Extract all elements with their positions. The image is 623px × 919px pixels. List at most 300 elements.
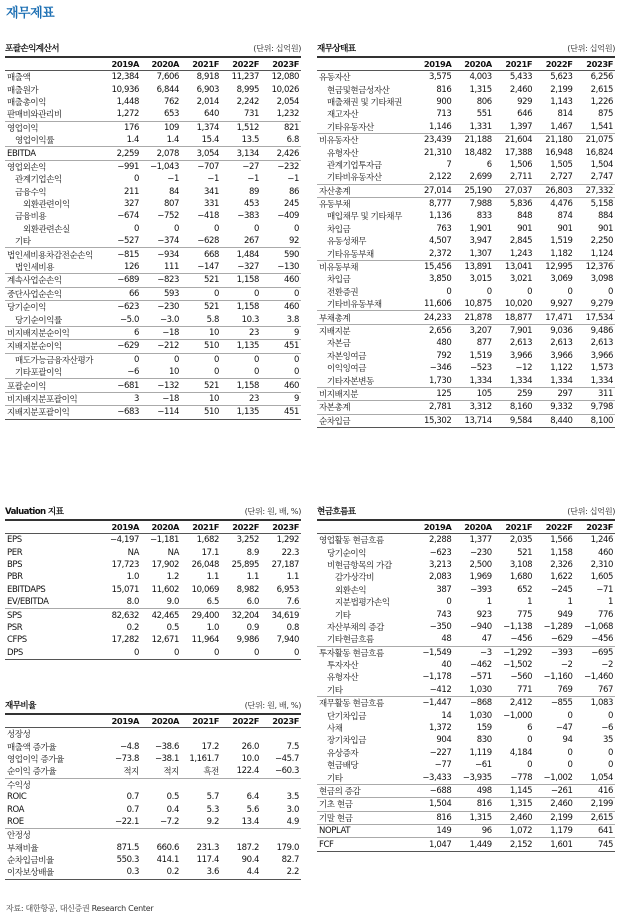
value-cell: 3,015 (469, 274, 492, 285)
year-header: 2020A (453, 58, 493, 71)
row-label: 기타현금흐름 (327, 635, 374, 646)
table-row (317, 235, 615, 247)
value-cell: 9.0 (166, 597, 179, 608)
value-cell: 2,242 (236, 96, 259, 107)
year-header: 2021F (181, 715, 221, 728)
value-cell: 1,448 (116, 96, 139, 107)
value-cell: 901 (557, 223, 573, 234)
value-cell: 6,256 (590, 72, 613, 83)
value-cell: 3,252 (236, 535, 259, 546)
value-cell: −527 (117, 236, 139, 247)
table-row (317, 534, 615, 547)
value-cell: 흑전 (203, 767, 219, 778)
table-row (5, 765, 301, 778)
value-cell: 10,875 (464, 299, 492, 310)
row-label: 포괄순이익 (5, 379, 101, 392)
row-label: 전환증권 (327, 287, 359, 298)
header-blank (317, 521, 413, 534)
value-cell: −4,197 (109, 535, 139, 546)
row-label: 투자자산 (327, 661, 359, 672)
row-label: EV/EBITDA (7, 597, 49, 608)
row-label: 영업활동 현금흐름 (319, 536, 384, 547)
value-cell: 1.1 (246, 572, 259, 583)
value-cell: 2,613 (590, 338, 613, 349)
year-header: 2022F (534, 521, 574, 534)
value-cell: 593 (141, 287, 181, 300)
value-cell: 1,504 (413, 798, 453, 811)
row-label: 이익잉여금 (327, 364, 367, 375)
year-header: 2019A (413, 521, 453, 534)
value-cell: 521 (181, 379, 221, 392)
value-cell: 1,397 (509, 121, 533, 132)
value-cell: 1,226 (590, 96, 613, 107)
value-cell: 2,054 (276, 96, 299, 107)
value-cell: −623 (101, 301, 141, 314)
value-cell: 1,158 (221, 379, 261, 392)
value-cell: 10 (181, 326, 221, 339)
value-cell: 3,207 (453, 324, 493, 337)
row-label: 영업이익 (5, 121, 101, 134)
value-cell: 2,699 (469, 172, 492, 183)
value-cell: 17,534 (575, 311, 615, 324)
value-cell: 34,619 (261, 609, 301, 622)
value-cell: 0.7 (126, 804, 139, 815)
value-cell: 5,836 (494, 197, 534, 210)
value-cell: −61 (475, 760, 492, 771)
row-label: 기타 (327, 773, 343, 784)
value-cell: −71 (596, 584, 613, 595)
table-row (317, 798, 615, 811)
value-cell: 90.4 (241, 855, 259, 866)
value-cell: 4.9 (286, 816, 299, 827)
row-label: 법인세비용 (15, 263, 55, 274)
value-cell: 22.3 (281, 547, 299, 558)
value-cell: −261 (534, 784, 574, 797)
value-cell: 2,747 (590, 172, 613, 183)
row-label: 영업이익 증가율 (7, 754, 64, 765)
row-label: BPS (7, 559, 23, 570)
value-cell: 7.6 (286, 597, 299, 608)
value-cell: 874 (557, 211, 573, 222)
table-row (5, 803, 301, 815)
table-row (317, 659, 615, 671)
value-cell: 0 (141, 647, 181, 660)
value-cell: −462 (470, 660, 492, 671)
table-row (317, 133, 615, 146)
value-cell: −823 (141, 274, 181, 287)
value-cell: 10,020 (504, 299, 533, 310)
table-row (317, 197, 615, 210)
value-cell: 0 (221, 647, 261, 660)
value-cell: 0 (181, 647, 221, 660)
value-cell: 13,041 (494, 260, 534, 273)
value-cell: 4,507 (429, 236, 452, 247)
value-cell: 821 (261, 121, 301, 134)
value-cell: 640 (203, 109, 219, 120)
value-cell: 1,566 (550, 535, 573, 546)
table-row (317, 184, 615, 197)
value-cell: 904 (436, 735, 452, 746)
value-cell: −1,447 (413, 697, 453, 710)
value-cell: 16,824 (585, 147, 613, 158)
value-cell: 929 (517, 96, 533, 107)
value-cell: 460 (261, 379, 301, 392)
value-cell: 949 (557, 609, 573, 620)
value-cell (181, 829, 221, 842)
table-row (5, 622, 301, 634)
value-cell: 1,047 (413, 838, 453, 851)
value-cell: 0 (101, 647, 141, 660)
value-cell: 2,845 (509, 236, 533, 247)
value-cell: 11,964 (191, 635, 219, 646)
table-row (5, 248, 301, 261)
value-cell: 0 (181, 287, 221, 300)
value-cell: 1,504 (590, 159, 613, 170)
row-label: 사채 (327, 724, 343, 735)
value-cell: 551 (476, 109, 492, 120)
value-cell: 96 (453, 824, 493, 837)
value-cell: 848 (517, 211, 533, 222)
unit-label: (단위: 원, 배, %) (244, 700, 301, 710)
row-label: 매입채무 및 기타채무 (327, 212, 402, 223)
value-cell: 16,948 (545, 147, 573, 158)
year-header: 2020A (141, 715, 181, 728)
value-cell: 26,048 (191, 559, 219, 570)
value-cell: 830 (476, 735, 492, 746)
row-label: 현금의 증감 (317, 784, 413, 797)
table-row (5, 740, 301, 752)
value-cell: 24,233 (413, 311, 453, 324)
value-cell: 6,844 (156, 84, 179, 95)
header-blank (317, 58, 413, 71)
value-cell: 15,071 (111, 584, 139, 595)
value-cell: 12,080 (271, 72, 299, 83)
value-cell: 105 (453, 387, 493, 400)
value-cell: 35 (602, 735, 613, 746)
value-cell: 653 (163, 109, 179, 120)
value-cell: −1,289 (543, 621, 573, 632)
row-label: 계속사업순손익 (5, 274, 101, 287)
value-cell: 8,995 (236, 84, 259, 95)
value-cell: 9,986 (236, 635, 259, 646)
value-cell: 5,158 (575, 197, 615, 210)
row-label: DPS (5, 647, 101, 660)
value-cell: 1,519 (469, 350, 492, 361)
value-cell: 652 (517, 584, 533, 595)
row-label: 지배지분 (317, 324, 413, 337)
value-cell: 1,122 (550, 363, 573, 374)
value-cell: −230 (141, 301, 181, 314)
value-cell: 7,606 (156, 72, 179, 83)
value-cell: −560 (510, 672, 533, 683)
value-cell: 86 (288, 186, 299, 197)
table-row (5, 791, 301, 803)
table-row (317, 584, 615, 596)
value-cell: 743 (436, 609, 452, 620)
unit-label: (단위: 십억원) (567, 43, 615, 53)
row-label: 금융비용 (15, 212, 47, 223)
value-cell: 521 (517, 547, 533, 558)
value-cell: −38.6 (154, 741, 179, 752)
value-cell: 668 (181, 248, 221, 261)
value-cell: 816 (453, 798, 493, 811)
table-row (317, 759, 615, 771)
value-cell: 0 (607, 760, 613, 771)
value-cell: 297 (534, 387, 574, 400)
value-cell: 적지 (123, 767, 139, 778)
value-cell: 816 (436, 84, 452, 95)
value-cell: 2,310 (590, 559, 613, 570)
value-cell: 1,143 (550, 96, 573, 107)
value-cell: −688 (413, 784, 453, 797)
year-header-row (5, 715, 301, 728)
value-cell: 2,250 (590, 236, 613, 247)
header-blank (5, 521, 101, 534)
value-cell: 771 (517, 684, 533, 695)
table-row (5, 634, 301, 646)
value-cell (141, 778, 181, 791)
value-cell: 901 (517, 223, 533, 234)
value-cell: −934 (141, 248, 181, 261)
table-row (317, 286, 615, 298)
value-cell: −350 (429, 621, 452, 632)
value-cell: 2,500 (469, 559, 492, 570)
row-label: 비지배지분순이익 (5, 326, 101, 339)
value-cell: 2,460 (534, 798, 574, 811)
value-cell: 327 (123, 199, 139, 210)
value-cell: 3,850 (429, 274, 452, 285)
value-cell: 11,237 (231, 72, 259, 83)
value-cell: −47 (555, 723, 573, 734)
value-cell: −855 (534, 697, 574, 710)
year-header: 2021F (181, 58, 221, 71)
value-cell: 9 (261, 326, 301, 339)
panel-title: 재무상태표 (317, 44, 356, 54)
value-cell: 0 (527, 760, 533, 771)
table-row (5, 160, 301, 173)
year-header-row (317, 58, 615, 71)
value-cell: 1,146 (429, 121, 452, 132)
value-cell: 416 (575, 784, 615, 797)
value-cell: −12 (515, 363, 533, 374)
value-cell: 7.5 (286, 741, 299, 752)
value-cell: 27,014 (413, 184, 453, 197)
year-header: 2019A (101, 715, 141, 728)
value-cell: −132 (141, 379, 181, 392)
row-label: 비현금항목의 가감 (327, 560, 392, 571)
table-row (317, 633, 615, 646)
value-cell: 8,982 (236, 584, 259, 595)
table-row (5, 108, 301, 121)
value-cell: 84 (168, 186, 179, 197)
row-label: 기타유동자산 (327, 122, 374, 133)
value-cell: 3,966 (590, 350, 613, 361)
value-cell: 3,947 (469, 236, 492, 247)
row-label: 안정성 (5, 829, 101, 842)
row-label: 지배지분포괄이익 (5, 406, 101, 419)
value-cell: 762 (163, 96, 179, 107)
value-cell (181, 728, 221, 741)
table-row (317, 596, 615, 608)
row-label: ROE (7, 816, 24, 827)
row-label: CFPS (7, 635, 27, 646)
row-label: 기타 (327, 685, 343, 696)
value-cell: 1,054 (590, 772, 613, 783)
value-cell: 13,714 (453, 414, 493, 427)
value-cell: 1,030 (469, 684, 492, 695)
value-cell: 3,312 (453, 401, 493, 414)
row-label: PER (7, 547, 23, 558)
value-cell: 0.2 (126, 622, 139, 633)
value-cell: −212 (141, 340, 181, 353)
value-cell: 2,426 (261, 147, 301, 160)
value-cell: 2,288 (429, 535, 452, 546)
value-cell: 0 (293, 367, 299, 378)
value-cell: 10.3 (241, 314, 259, 325)
year-header: 2022F (221, 715, 261, 728)
value-cell: 1,182 (550, 248, 573, 259)
value-cell: −1 (207, 174, 219, 185)
value-cell: 2,412 (494, 697, 534, 710)
value-cell: 0.7 (126, 792, 139, 803)
value-cell: 2,615 (590, 84, 613, 95)
row-label: 영업외손익 (5, 160, 101, 173)
value-cell: 641 (575, 824, 615, 837)
table-row (317, 734, 615, 746)
value-cell: 111 (163, 262, 179, 273)
value-cell: 9,279 (590, 299, 613, 310)
value-cell: 3,575 (429, 72, 452, 83)
value-cell: 47 (481, 634, 492, 645)
table-row (5, 210, 301, 222)
table-row (317, 546, 615, 558)
table-row (317, 298, 615, 311)
value-cell: 1,484 (221, 248, 261, 261)
value-cell: 1,506 (509, 159, 533, 170)
value-cell: 117.4 (196, 855, 219, 866)
panel-header (5, 695, 301, 715)
panel-header (5, 38, 301, 58)
value-cell: 13.5 (241, 135, 259, 146)
value-cell: 5,623 (550, 72, 573, 83)
row-label: 자본잉여금 (327, 351, 367, 362)
value-cell: 745 (575, 838, 615, 851)
value-cell: 1,158 (550, 547, 573, 558)
value-cell: 1,030 (469, 710, 492, 721)
table-row (5, 559, 301, 571)
value-cell: 3,021 (509, 274, 533, 285)
value-cell: 0 (567, 286, 573, 297)
value-cell: 27,332 (575, 184, 615, 197)
value-cell: 2,014 (196, 96, 219, 107)
value-cell: −346 (429, 363, 452, 374)
table-row (5, 829, 301, 842)
table-row (5, 274, 301, 287)
value-cell: 17.1 (201, 547, 219, 558)
value-cell: 4.4 (221, 866, 261, 879)
value-cell: 109 (141, 121, 181, 134)
value-cell: 15,456 (413, 260, 453, 273)
row-label: ROIC (7, 792, 27, 803)
value-cell: 6.0 (246, 597, 259, 608)
year-header-row (317, 521, 615, 534)
table-row (317, 210, 615, 222)
value-cell: 0 (293, 223, 299, 234)
row-label: EBITDA (5, 147, 101, 160)
value-cell: 1,072 (494, 824, 534, 837)
value-cell: −629 (101, 340, 141, 353)
value-cell: 1,377 (469, 535, 492, 546)
value-cell: 871.5 (116, 842, 139, 853)
table-row (317, 414, 615, 427)
row-label: 외환관련이익 (23, 200, 70, 211)
value-cell: 877 (476, 338, 492, 349)
value-cell: 1,622 (550, 572, 573, 583)
value-cell: 2,259 (101, 147, 141, 160)
value-cell: 3,098 (590, 274, 613, 285)
value-cell: −778 (510, 772, 533, 783)
value-cell: 2,656 (413, 324, 453, 337)
panel-header (317, 38, 615, 58)
value-cell: 1,243 (509, 248, 533, 259)
value-cell: 1,730 (429, 375, 452, 386)
value-cell: NA (167, 547, 179, 558)
value-cell: −1,138 (503, 621, 533, 632)
table-row (5, 406, 301, 419)
value-cell: 2,460 (509, 84, 533, 95)
value-cell: 1.0 (126, 572, 139, 583)
value-cell: 1 (567, 597, 573, 608)
value-cell: 66 (101, 287, 141, 300)
value-cell: 92 (288, 236, 299, 247)
value-cell: 3.0 (286, 804, 299, 815)
table-row (5, 647, 301, 660)
value-cell: 1,232 (276, 109, 299, 120)
value-cell: −5.0 (119, 314, 139, 325)
table-row (5, 301, 301, 314)
table-row (317, 771, 615, 784)
value-cell: 2,613 (509, 338, 533, 349)
value-cell: 13.4 (241, 816, 259, 827)
value-cell: 0 (527, 286, 533, 297)
row-label: ROA (7, 804, 25, 815)
value-cell: 807 (163, 199, 179, 210)
value-cell: 9,798 (575, 401, 615, 414)
value-cell: −3,935 (462, 772, 492, 783)
row-label: 판매비와관리비 (7, 110, 62, 121)
value-cell: 10,936 (111, 84, 139, 95)
value-cell: 1,083 (575, 697, 615, 710)
year-header: 2019A (413, 58, 453, 71)
table-row (5, 379, 301, 392)
row-label: 재무활동 현금흐름 (317, 697, 413, 710)
value-cell: 2,199 (575, 798, 615, 811)
value-cell: 884 (597, 211, 613, 222)
value-cell: 590 (261, 248, 301, 261)
value-cell (261, 728, 301, 741)
value-cell: 126 (123, 262, 139, 273)
value-cell: 0.2 (141, 866, 181, 879)
table-row (5, 287, 301, 300)
row-label: 기타유동부채 (327, 249, 374, 260)
table-row (5, 223, 301, 235)
value-cell: 26.0 (241, 741, 259, 752)
value-cell: 0 (173, 223, 179, 234)
value-cell (261, 829, 301, 842)
value-cell: 3.8 (286, 314, 299, 325)
cash-flow-panel (317, 501, 615, 852)
value-cell: −3.0 (159, 314, 179, 325)
